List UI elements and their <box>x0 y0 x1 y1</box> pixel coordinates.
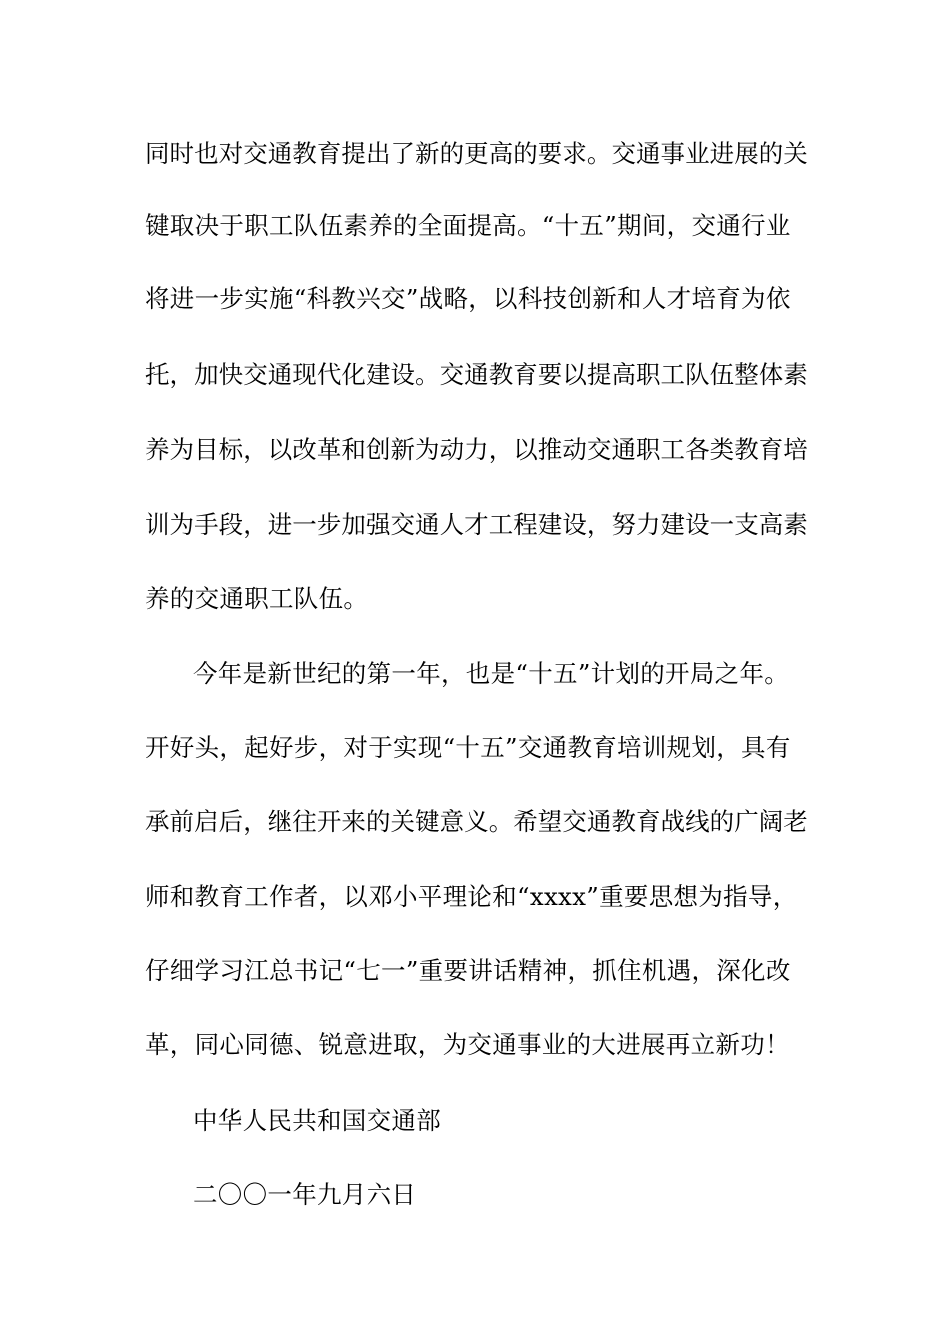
paragraph-line: 师和教育工作者，以邓小平理论和“xxxx”重要思想为指导， <box>145 882 798 911</box>
paragraph-line: 承前启后，继往开来的关键意义。希望交通教育战线的广阔老 <box>145 807 808 836</box>
signature-organization: 中华人民共和国交通部 <box>193 1106 441 1135</box>
paragraph-line: 开好头，起好步，对于实现“十五”交通教育培训规划，具有 <box>145 733 791 762</box>
paragraph-line: 将进一步实施“科教兴交”战略，以科技创新和人才培育为依 <box>145 284 791 313</box>
signature-date: 二〇〇一年九月六日 <box>193 1180 417 1209</box>
paragraph-line: 养的交通职工队伍。 <box>145 584 369 613</box>
paragraph-line: 养为目标，以改革和创新为动力，以推动交通职工各类教育培 <box>145 435 808 464</box>
paragraph-line: 今年是新世纪的第一年，也是“十五”计划的开局之年。 <box>193 659 790 688</box>
paragraph-line: 托，加快交通现代化建设。交通教育要以提高职工队伍整体素 <box>145 360 808 389</box>
paragraph-line: 键取决于职工队伍素养的全面提高。“十五”期间，交通行业 <box>145 211 791 240</box>
paragraph-line: 仔细学习江总书记“七一”重要讲话精神，抓住机遇，深化改 <box>145 956 791 985</box>
paragraph-line: 同时也对交通教育提出了新的更高的要求。交通事业进展的关 <box>145 139 808 168</box>
paragraph-line: 训为手段，进一步加强交通人才工程建设，努力建设一支高素 <box>145 510 808 539</box>
paragraph-line: 革，同心同德、锐意进取，为交通事业的大进展再立新功！ <box>145 1030 790 1059</box>
